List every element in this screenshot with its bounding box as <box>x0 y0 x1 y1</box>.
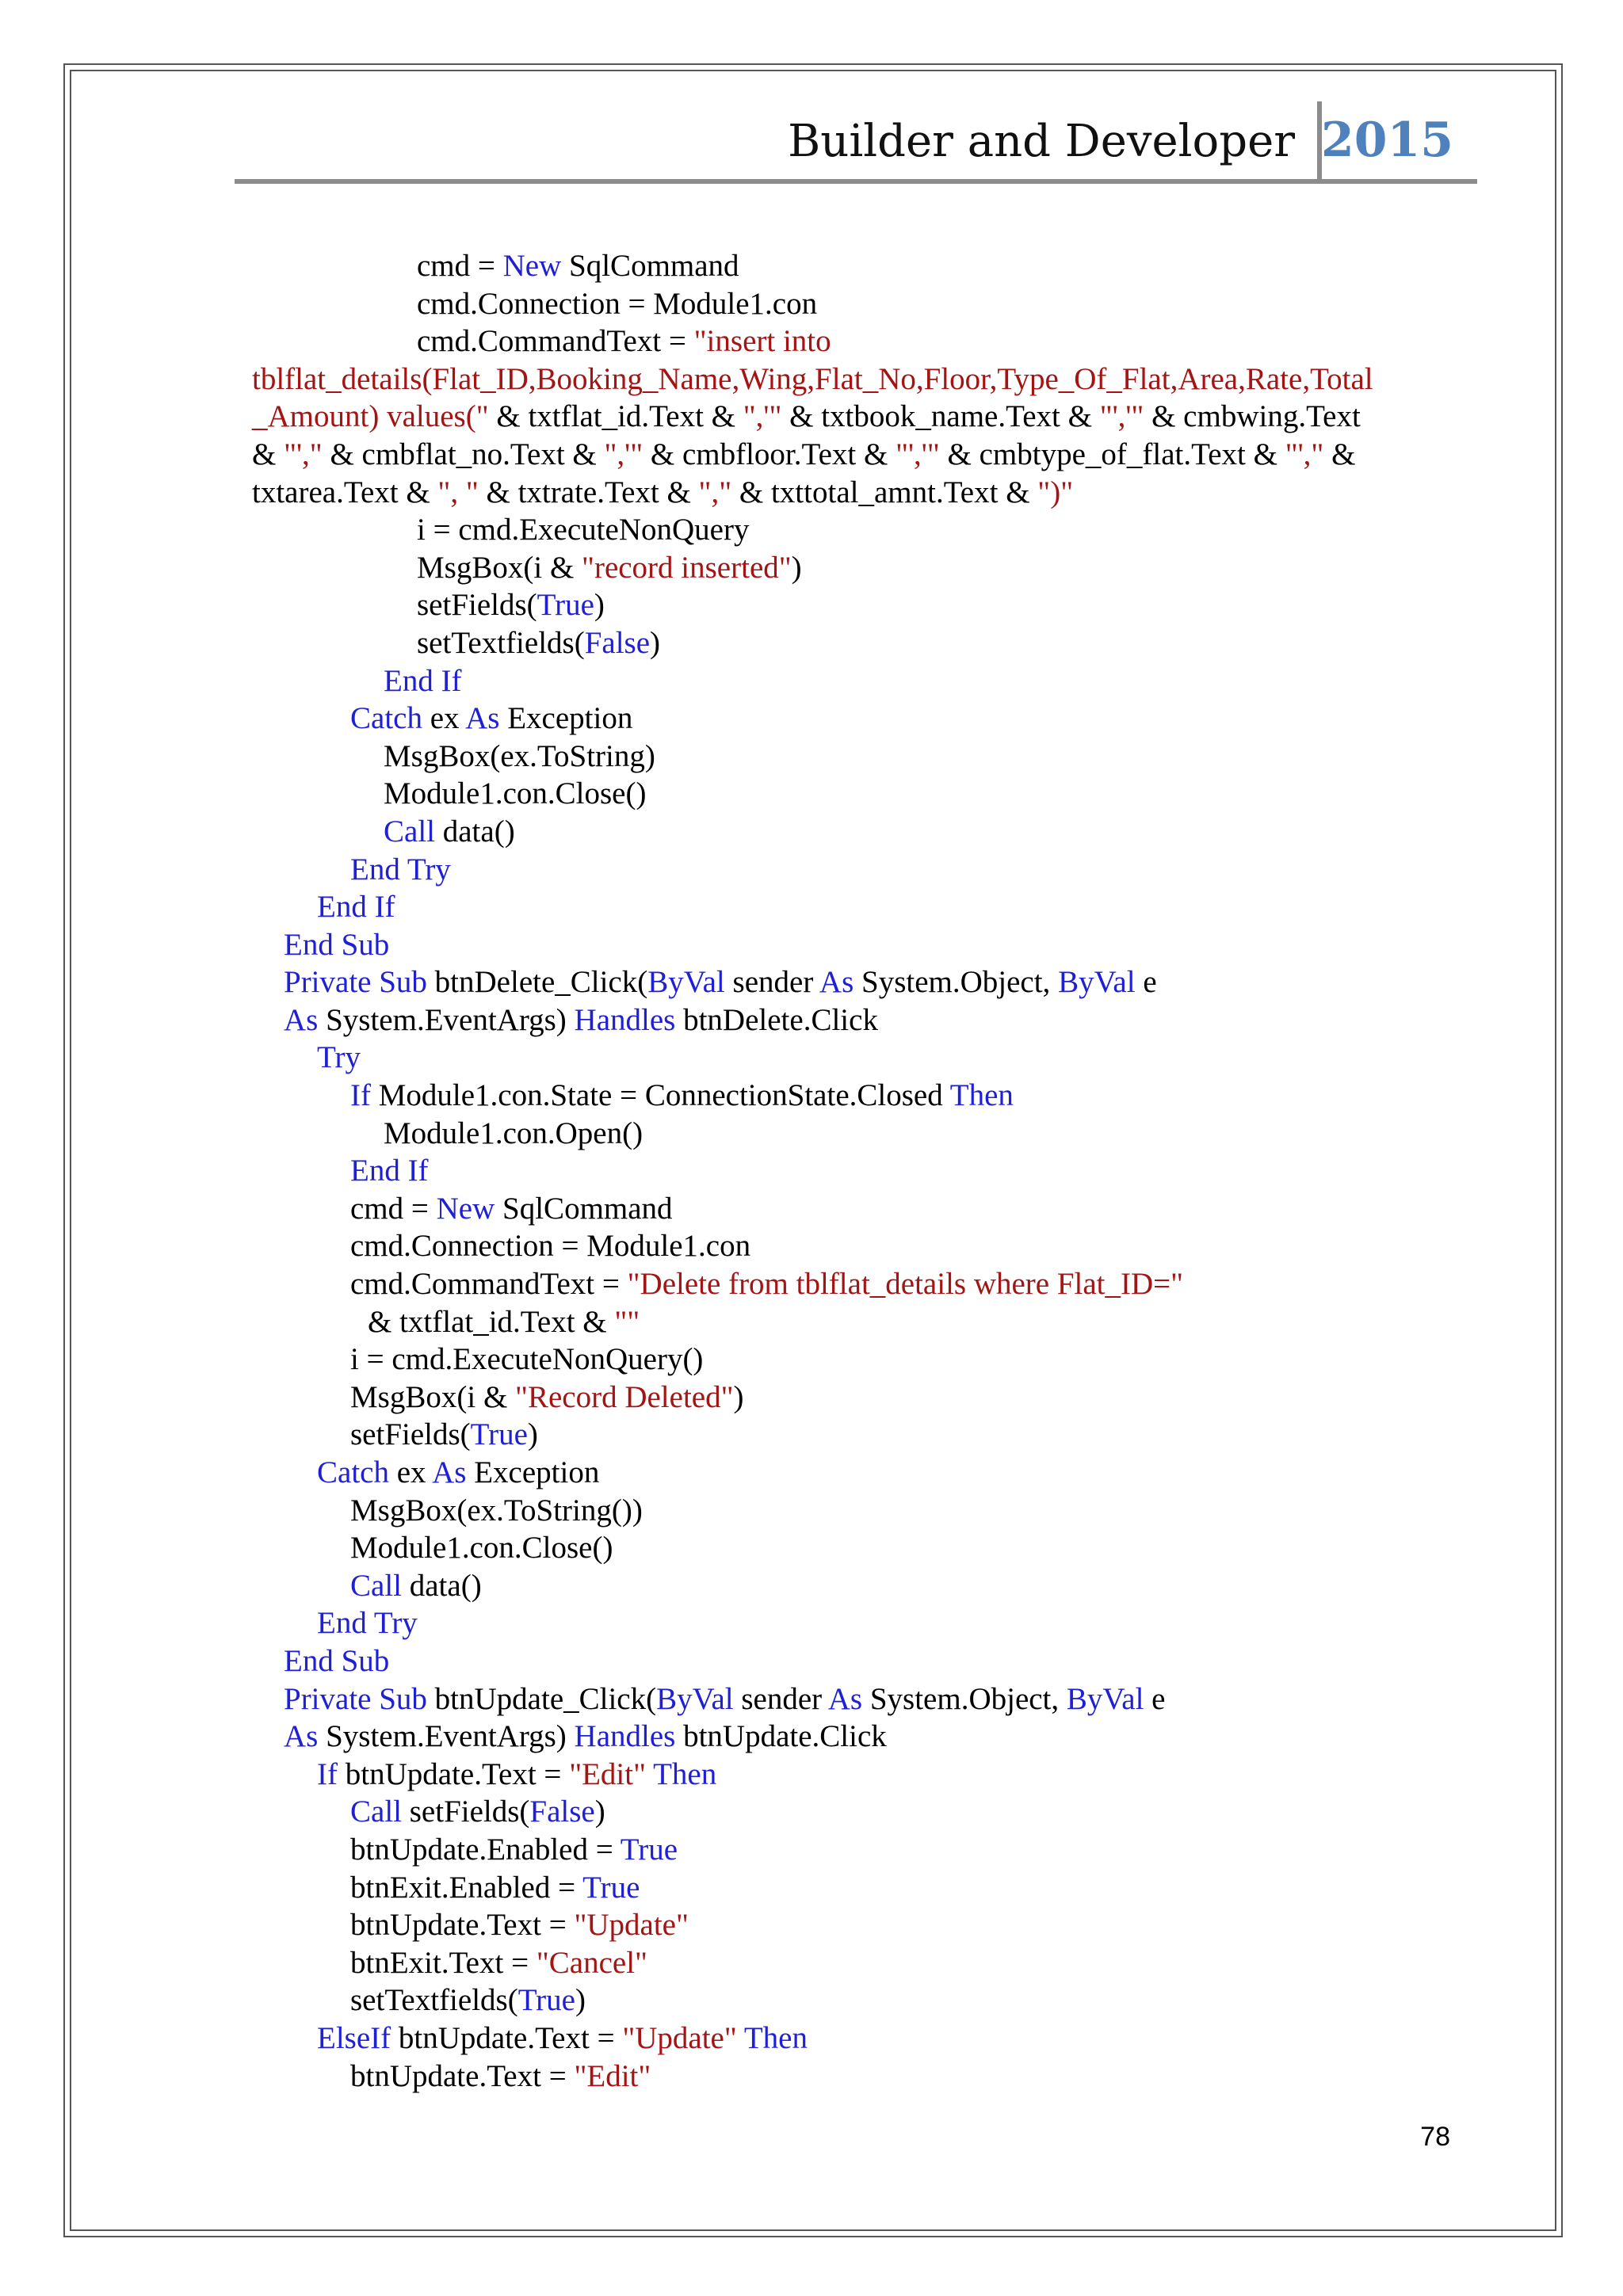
code-line <box>252 1831 1488 1869</box>
code-line <box>252 1492 1488 1530</box>
code-line <box>252 2058 1488 2096</box>
code-keyword: ByVal <box>1058 965 1136 1000</box>
code-keyword: Catch <box>350 701 422 736</box>
code-line <box>252 1115 1488 1153</box>
code-string: "Update" <box>574 1908 689 1943</box>
code-keyword: New <box>502 249 562 283</box>
code-string: "','" <box>1099 399 1144 434</box>
code-keyword: ByVal <box>1066 1681 1144 1716</box>
code-keyword: True <box>517 1983 575 2018</box>
code-line <box>252 2019 1488 2058</box>
code-string: "Delete from tblflat_details where Flat_ID=" <box>627 1267 1184 1302</box>
code-string: ", " <box>437 475 479 509</box>
code-text: btnUpdate.Text = <box>350 2058 575 2093</box>
code-keyword: Call <box>350 1794 402 1829</box>
code-string: "record inserted" <box>582 550 792 585</box>
code-keyword: New <box>436 1191 495 1226</box>
page-number: 78 <box>1420 2122 1450 2152</box>
code-line <box>252 322 1488 360</box>
code-string: _Amount) values(" <box>252 399 489 434</box>
code-line <box>252 1906 1488 1944</box>
code-text: sender <box>724 965 819 1000</box>
code-line <box>252 624 1488 662</box>
page-header <box>235 101 1477 184</box>
header-rule <box>235 179 1477 184</box>
code-text: cmd.Connection = Module1.con <box>350 1229 751 1264</box>
code-text: Exception <box>466 1455 600 1489</box>
code-string: "Edit" <box>574 2058 651 2093</box>
code-keyword: Private Sub <box>284 1681 427 1716</box>
code-text: System.Object, <box>854 965 1059 1000</box>
code-line <box>252 963 1488 1001</box>
code-keyword: Catch <box>317 1455 389 1489</box>
code-keyword: True <box>620 1832 678 1867</box>
code-keyword: Call <box>350 1568 402 1603</box>
code-line <box>252 285 1488 323</box>
code-text: setFields( <box>417 588 537 623</box>
code-keyword: ByVal <box>647 965 725 1000</box>
code-string: "Update" <box>622 2020 737 2055</box>
code-text: ) <box>527 1417 538 1452</box>
code-text: txtarea.Text & <box>252 475 438 509</box>
code-keyword: ByVal <box>656 1681 734 1716</box>
code-keyword: As <box>465 701 500 736</box>
code-keyword: As <box>284 1719 319 1754</box>
code-text: cmd.Connection = Module1.con <box>417 286 818 321</box>
code-keyword: End If <box>384 663 462 698</box>
code-line <box>252 1981 1488 2019</box>
code-text: MsgBox(i & <box>350 1379 516 1414</box>
code-text: btnDelete.Click <box>675 1002 878 1037</box>
code-text: Module1.con.Open() <box>384 1116 643 1150</box>
code-keyword: False <box>584 625 651 660</box>
code-line <box>252 851 1488 889</box>
code-line <box>252 1227 1488 1265</box>
code-keyword: As <box>819 965 854 1000</box>
code-line <box>252 1793 1488 1831</box>
code-text: ) <box>594 588 605 623</box>
code-string: "Cancel" <box>536 1945 647 1980</box>
code-text: ex <box>422 701 466 736</box>
code-keyword: As <box>284 1002 319 1037</box>
code-text: e <box>1144 1681 1166 1716</box>
code-text: System.EventArgs) <box>318 1002 575 1037</box>
code-line <box>252 1341 1488 1379</box>
code-text: SqlCommand <box>495 1191 673 1226</box>
code-keyword: Call <box>384 814 435 849</box>
code-text: setFields( <box>402 1794 530 1829</box>
code-text: & <box>1323 437 1356 471</box>
code-line <box>252 1077 1488 1115</box>
code-text: & txtflat_id.Text & <box>368 1304 615 1339</box>
code-text: & txttotal_amnt.Text & <box>731 475 1038 509</box>
code-keyword: As <box>432 1455 467 1489</box>
code-string: "" <box>614 1304 640 1339</box>
code-text: data() <box>402 1568 482 1603</box>
code-line <box>252 1152 1488 1190</box>
code-line <box>252 1529 1488 1567</box>
code-text: Module1.con.State = ConnectionState.Closed <box>370 1078 950 1113</box>
code-line <box>252 1454 1488 1492</box>
code-text: System.Object, <box>862 1681 1067 1716</box>
code-text: Module1.con.Close() <box>384 776 647 811</box>
code-text <box>737 2021 744 2055</box>
code-text: data() <box>435 814 515 849</box>
code-text: System.EventArgs) <box>318 1719 575 1754</box>
code-line <box>252 1001 1488 1039</box>
code-keyword: As <box>827 1681 863 1716</box>
code-line <box>252 1567 1488 1605</box>
code-keyword: Then <box>743 2020 808 2055</box>
code-text: ) <box>733 1379 744 1414</box>
code-keyword: End Sub <box>284 1643 390 1678</box>
code-text: Exception <box>499 701 633 736</box>
code-keyword: ElseIf <box>317 2020 391 2055</box>
code-string: tblflat_details(Flat_ID,Booking_Name,Wing,Flat_No,Floor,Type_Of_Flat,Area,Rate,Total <box>252 361 1373 396</box>
code-text: & cmbwing.Text <box>1144 399 1361 434</box>
code-text: MsgBox(ex.ToString()) <box>350 1493 643 1527</box>
code-text: setTextfields( <box>417 625 585 660</box>
code-text: sender <box>733 1681 828 1716</box>
code-line <box>252 549 1488 587</box>
code-string: ",'" <box>743 399 782 434</box>
code-string: ")" <box>1037 475 1074 509</box>
code-text: & cmbtype_of_flat.Text & <box>939 437 1285 471</box>
code-string: "','" <box>896 437 940 471</box>
code-line <box>252 1303 1488 1341</box>
code-text: btnUpdate.Enabled = <box>350 1832 621 1867</box>
code-text: i = cmd.ExecuteNonQuery() <box>350 1342 704 1377</box>
code-text: i = cmd.ExecuteNonQuery <box>417 513 750 547</box>
code-line <box>252 926 1488 964</box>
code-text: ) <box>594 1794 605 1829</box>
code-text: cmd.CommandText = <box>350 1267 628 1302</box>
code-line <box>252 586 1488 624</box>
code-text: ) <box>791 550 802 585</box>
code-line <box>252 738 1488 776</box>
code-text: cmd.CommandText = <box>417 324 694 359</box>
code-keyword: If <box>350 1078 371 1113</box>
code-keyword: Handles <box>574 1719 676 1754</box>
code-line <box>252 1756 1488 1794</box>
code-line <box>252 1265 1488 1303</box>
code-keyword: End If <box>350 1154 429 1188</box>
code-text: cmd = <box>417 249 503 283</box>
code-text: MsgBox(i & <box>417 550 582 585</box>
code-text: btnUpdate.Text = <box>391 2020 623 2055</box>
code-text: e <box>1135 965 1157 1000</box>
code-line <box>252 1642 1488 1680</box>
code-line <box>252 1869 1488 1907</box>
code-text: & cmbflat_no.Text & <box>322 437 605 471</box>
code-string: "'," <box>1285 437 1324 471</box>
header-year: 2015 <box>1321 113 1453 168</box>
code-text: btnUpdate.Click <box>675 1719 887 1754</box>
code-line <box>252 360 1488 399</box>
code-text: btnUpdate.Text = <box>337 1756 570 1791</box>
code-string: "'," <box>284 437 323 471</box>
code-keyword: End Try <box>350 852 451 887</box>
code-text: ) <box>650 625 661 660</box>
code-line <box>252 1718 1488 1756</box>
code-text: setTextfields( <box>350 1983 518 2018</box>
code-text: & cmbfloor.Text & <box>643 437 896 471</box>
code-line <box>252 1379 1488 1417</box>
code-keyword: True <box>582 1870 640 1905</box>
code-keyword: End Try <box>317 1606 418 1641</box>
code-keyword: Private Sub <box>284 965 427 1000</box>
code-line <box>252 1944 1488 1982</box>
code-keyword: If <box>317 1756 338 1791</box>
code-text <box>646 1757 653 1791</box>
code-line <box>252 436 1488 474</box>
code-text: & txtflat_id.Text & <box>488 399 743 434</box>
code-line <box>252 888 1488 926</box>
code-text: btnUpdate.Text = <box>350 1908 575 1943</box>
code-keyword: True <box>470 1417 528 1452</box>
code-line <box>252 813 1488 851</box>
code-text: btnExit.Enabled = <box>350 1870 583 1905</box>
code-string: "Edit" <box>569 1756 647 1791</box>
code-keyword: Then <box>653 1756 717 1791</box>
code-line <box>252 662 1488 700</box>
code-keyword: End Sub <box>284 927 390 962</box>
code-text: setFields( <box>350 1417 471 1452</box>
code-text: cmd = <box>350 1191 437 1226</box>
code-string: "," <box>698 475 732 509</box>
code-keyword: Then <box>949 1078 1014 1113</box>
code-line <box>252 1604 1488 1642</box>
code-line <box>252 1416 1488 1454</box>
code-line <box>252 474 1488 512</box>
code-text: ex <box>388 1455 433 1489</box>
header-title: Builder and Developer <box>788 116 1295 167</box>
code-line <box>252 247 1488 285</box>
code-text: btnExit.Text = <box>350 1945 537 1980</box>
code-text: & txtrate.Text & <box>478 475 699 509</box>
code-string: ",'" <box>604 437 643 471</box>
code-line <box>252 511 1488 549</box>
code-text: btnUpdate_Click( <box>426 1681 657 1716</box>
code-keyword: Handles <box>574 1002 676 1037</box>
code-line <box>252 775 1488 813</box>
code-text: SqlCommand <box>561 249 739 283</box>
code-text: & <box>252 437 285 471</box>
code-text: ) <box>575 1983 586 2018</box>
code-line <box>252 398 1488 436</box>
code-string: "insert into <box>693 324 831 359</box>
code-keyword: End If <box>317 890 395 925</box>
code-line <box>252 1680 1488 1718</box>
code-line <box>252 700 1488 738</box>
code-keyword: False <box>529 1794 595 1829</box>
code-line <box>252 1190 1488 1228</box>
code-text: btnDelete_Click( <box>426 965 648 1000</box>
code-keyword: Try <box>317 1040 361 1075</box>
code-text: MsgBox(ex.ToString) <box>384 738 655 773</box>
code-keyword: True <box>537 588 594 623</box>
code-text: Module1.con.Close() <box>350 1531 613 1566</box>
code-listing <box>252 247 1488 2095</box>
code-line <box>252 1039 1488 1077</box>
code-text: & txtbook_name.Text & <box>781 399 1100 434</box>
code-string: "Record Deleted" <box>515 1379 734 1414</box>
